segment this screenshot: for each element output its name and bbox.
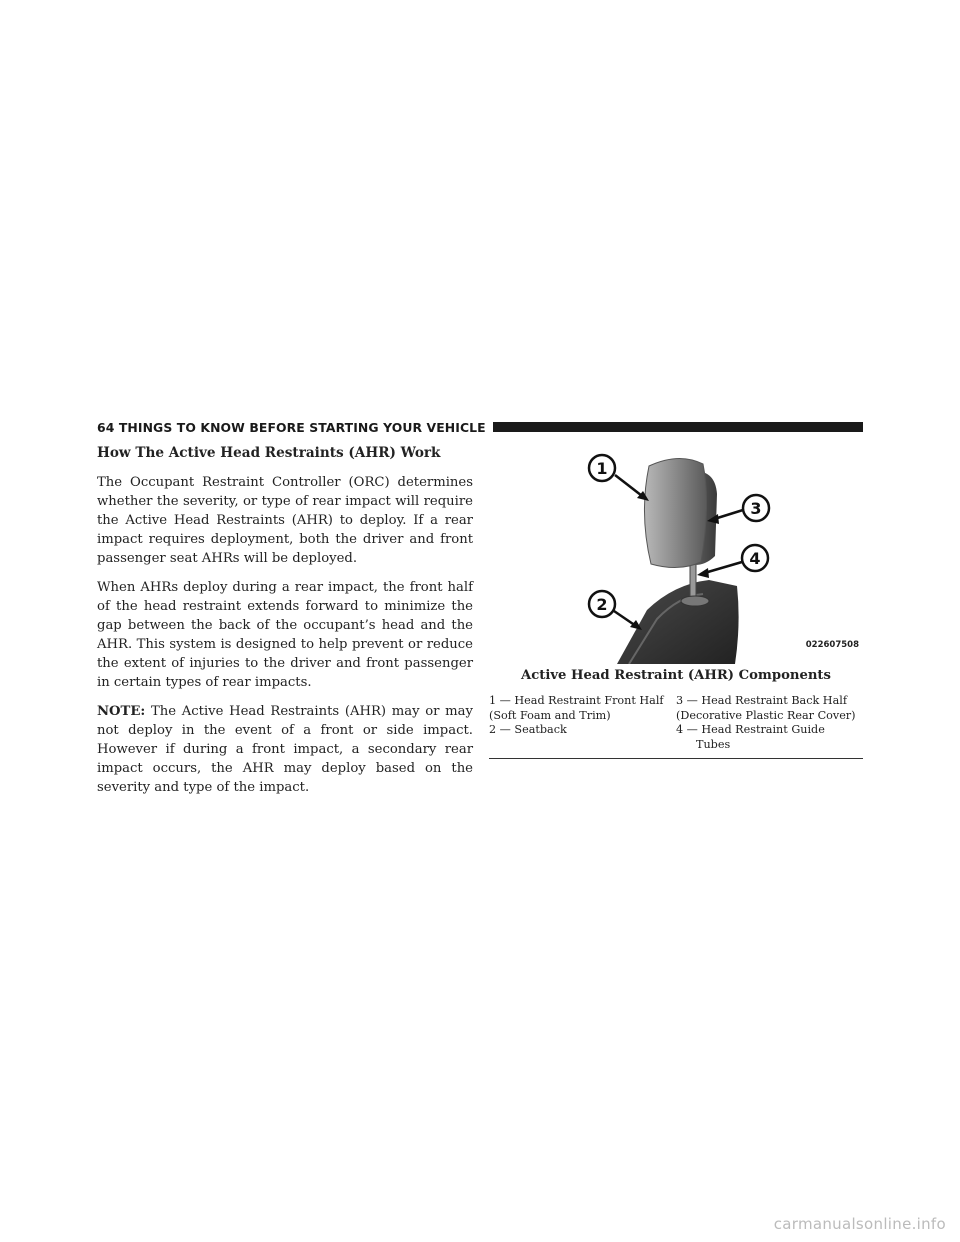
text-column bbox=[97, 444, 473, 807]
paragraph-orc: The Occupant Restraint Controller (ORC) determines whether the severity, or type of rear impact will require the Active Head Restraints (AHR) to deploy. If a rear impact requires deployment, both the driver and front passenger seat AHRs will be deployed. bbox=[97, 475, 473, 566]
figure-id: 022607508 bbox=[805, 640, 859, 650]
note-label: NOTE: bbox=[97, 704, 146, 719]
guide-tube-shape bbox=[690, 562, 696, 598]
page-header-text: 64 THINGS TO KNOW BEFORE STARTING YOUR VEHICLE bbox=[97, 419, 486, 435]
callout-1: 1 bbox=[596, 459, 608, 478]
callout-4: 4 bbox=[749, 549, 761, 568]
note-text: The Active Head Restraints (AHR) may or may not deploy in the event of a front or side impact. However if during a front impact, a secondary rear impact occurs, the AHR may deploy based on the severity and type of the impact. bbox=[97, 704, 473, 795]
callout-2: 2 bbox=[596, 595, 608, 614]
watermark-text: carmanualsonline.info bbox=[773, 1215, 946, 1233]
figure-caption: Active Head Restraint (AHR) Components bbox=[521, 668, 831, 683]
legend-column-left bbox=[489, 694, 676, 752]
legend-item-1: 1 — Head Restraint Front Half bbox=[489, 694, 664, 707]
legend-item-2: 2 — Seatback bbox=[489, 723, 567, 737]
figure-legend bbox=[489, 694, 863, 752]
header-rule bbox=[493, 422, 863, 432]
paragraph-deploy: When AHRs deploy during a rear impact, the front half of the head restraint extends forward to minimize the gap between the back of the occupant’s head and the AHR. This system is designed to help prevent or reduce the extent of injuries to the driver and front passenger in certain types of rear impacts. bbox=[97, 580, 473, 690]
legend-item-3-detail: (Decorative Plastic Rear Cover) bbox=[676, 708, 856, 722]
section-heading: How The Active Head Restraints (AHR) Work bbox=[97, 445, 441, 461]
legend-item-4-detail: Tubes bbox=[696, 737, 731, 751]
note-paragraph bbox=[97, 702, 473, 797]
head-restraint-drawing bbox=[489, 444, 863, 664]
legend-item-1-detail: (Soft Foam and Trim) bbox=[489, 708, 611, 722]
legend-item-3: 3 — Head Restraint Back Half bbox=[676, 694, 847, 707]
legend-column-right bbox=[676, 694, 863, 752]
restraint-front-shape bbox=[644, 458, 706, 567]
legend-item-4: 4 — Head Restraint Guide bbox=[676, 723, 825, 737]
callout-3: 3 bbox=[750, 499, 762, 518]
legend-rule bbox=[489, 758, 863, 759]
page-header bbox=[97, 418, 863, 436]
ahr-illustration bbox=[489, 444, 863, 664]
